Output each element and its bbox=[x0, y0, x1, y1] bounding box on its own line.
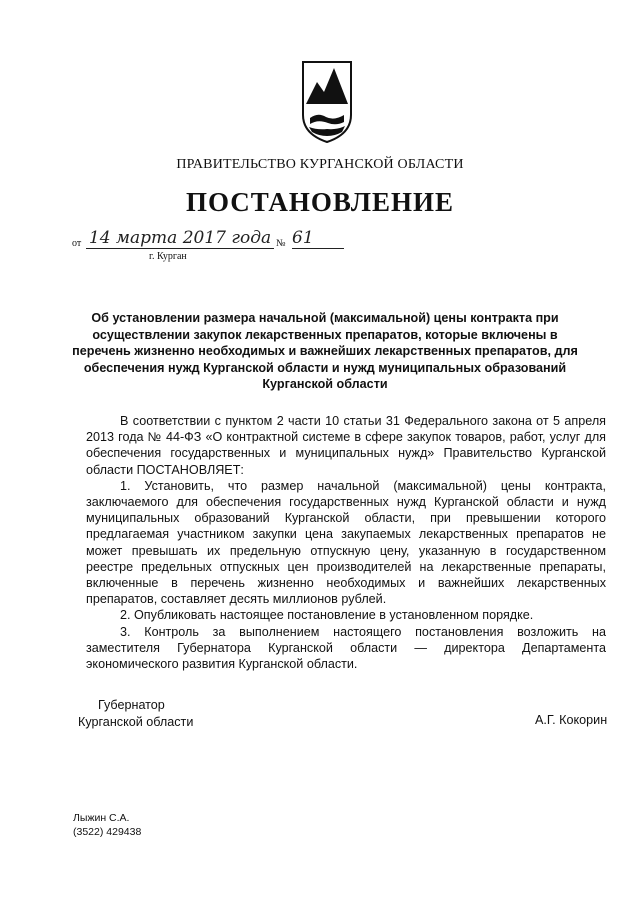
executor-block bbox=[73, 811, 141, 839]
kurgan-coat-of-arms-icon bbox=[300, 60, 354, 144]
date-prefix: от bbox=[72, 238, 82, 249]
document-type-heading: ПОСТАНОВЛЕНИЕ bbox=[185, 187, 455, 217]
preamble-paragraph: В соответствии с пунктом 2 части 10 статьи 31 Федерального закона от 5 апреля 2013 года № 44-ФЗ «О контрактной системе в сфере закупок товаров, работ, услуг для обеспечения государственных и муниципальных нужд» Правительство Курганской области ПОСТАНОВЛЯЕТ: bbox=[86, 414, 606, 477]
item-2-paragraph: 2. Опубликовать настоящее постановление в установленном порядке. bbox=[120, 608, 534, 623]
document-number: 61 bbox=[292, 228, 344, 249]
executor-phone: (3522) 429438 bbox=[73, 826, 142, 838]
signatory-position-line1: Губернатор bbox=[98, 698, 165, 712]
item-1-paragraph: 1. Установить, что размер начальной (максимальной) цены контракта, заключаемого для обеспечения государственных нужд Курганской области и нужд муниципальных образований Курганской области, при превышении которого предлагаемая участником закупки цена закупаемых лекарственных препаратов не может превышать их предельную отпускную цену, указанную в государственном реестре предельных отпускных цен производителей на лекарственные препараты, включенные в перечень жизненно необходимых и важнейших лекарственных препаратов, составляет десять миллионов рублей. bbox=[86, 478, 606, 607]
document-title: Об установлении размера начальной (максимальной) цены контракта при осуществлении закупок лекарственных препаратов, которые включены в перечень жизненно необходимых и важнейших лекарственных препаратов, для обеспечения нужд Курганской области и нужд муниципальных образований Курганской области bbox=[72, 311, 578, 392]
executor-name: Лыжин С.А. bbox=[73, 812, 130, 824]
number-prefix: № bbox=[276, 238, 286, 249]
signatory-position bbox=[78, 697, 193, 730]
signatory-position-line2: Курганской области bbox=[78, 714, 194, 729]
issuing-authority: ПРАВИТЕЛЬСТВО КУРГАНСКОЙ ОБЛАСТИ bbox=[176, 157, 464, 172]
issue-city: г. Курган bbox=[149, 251, 187, 262]
item-3-paragraph: 3. Контроль за выполнением настоящего постановления возложить на заместителя Губернатора Курганской области — директора Департамента экономического развития Курганской области. bbox=[86, 624, 606, 672]
document-body bbox=[86, 413, 606, 672]
document-date: 14 марта 2017 года bbox=[86, 228, 274, 249]
signatory-name: А.Г. Кокорин bbox=[535, 713, 608, 727]
